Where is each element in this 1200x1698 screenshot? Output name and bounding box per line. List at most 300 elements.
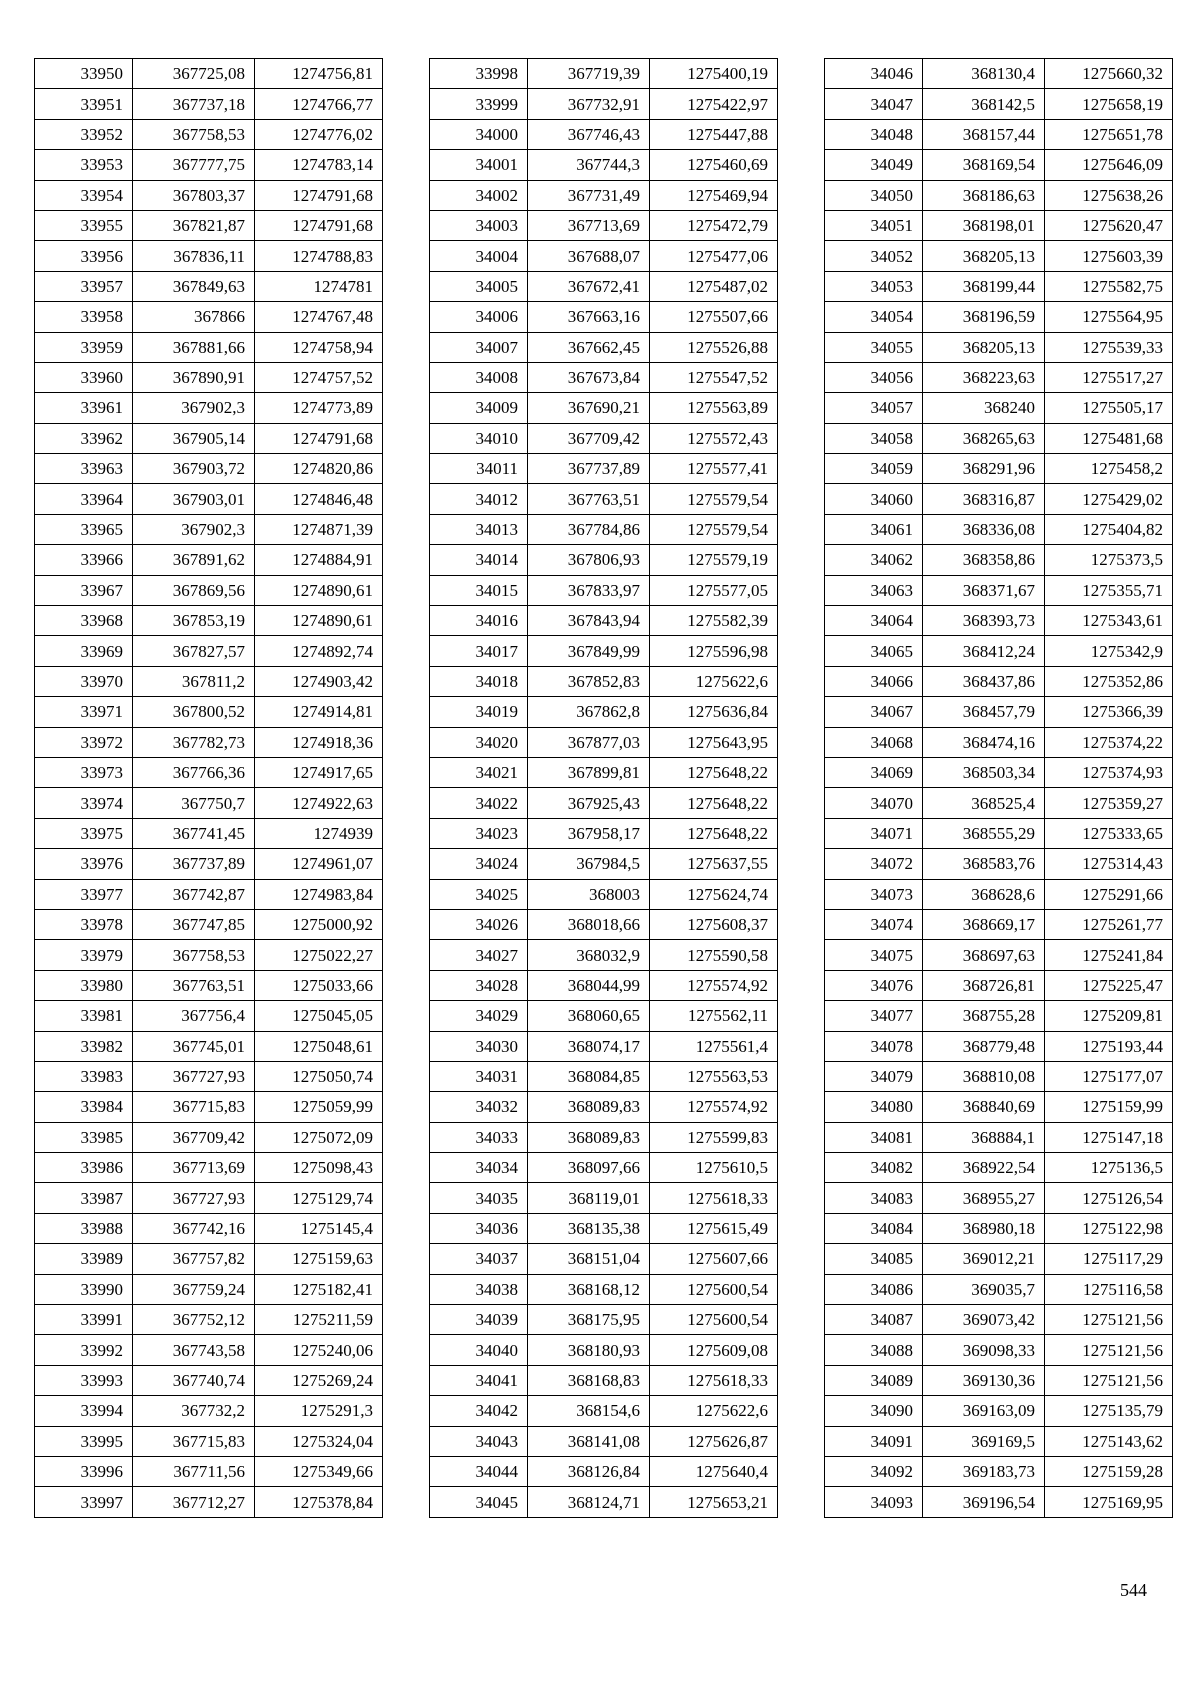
y-coordinate-cell: 1274917,65 [255, 757, 383, 787]
point-id-cell: 34024 [430, 849, 528, 879]
table-row [430, 1335, 778, 1365]
y-coordinate-cell: 1275648,22 [650, 788, 778, 818]
point-id-cell: 34012 [430, 484, 528, 514]
x-coordinate-cell: 368175,95 [528, 1305, 650, 1335]
x-coordinate-cell: 368141,08 [528, 1426, 650, 1456]
table-row [825, 970, 1173, 1000]
point-id-cell: 33975 [35, 818, 133, 848]
point-id-cell: 34051 [825, 210, 923, 240]
y-coordinate-cell: 1275599,83 [650, 1122, 778, 1152]
x-coordinate-cell: 367903,01 [133, 484, 255, 514]
table-row [825, 818, 1173, 848]
point-id-cell: 34050 [825, 180, 923, 210]
point-id-cell: 34080 [825, 1092, 923, 1122]
table-row [825, 757, 1173, 787]
point-id-cell: 34040 [430, 1335, 528, 1365]
x-coordinate-cell: 367737,18 [133, 89, 255, 119]
x-coordinate-cell: 367862,8 [528, 697, 650, 727]
table-row [825, 575, 1173, 605]
point-id-cell: 33979 [35, 940, 133, 970]
table-row [825, 1396, 1173, 1426]
y-coordinate-cell: 1275400,19 [650, 59, 778, 89]
x-coordinate-cell: 367891,62 [133, 545, 255, 575]
point-id-cell: 34066 [825, 666, 923, 696]
point-id-cell: 34063 [825, 575, 923, 605]
x-coordinate-cell: 367743,58 [133, 1335, 255, 1365]
y-coordinate-cell: 1275145,4 [255, 1213, 383, 1243]
x-coordinate-cell: 368922,54 [923, 1153, 1045, 1183]
point-id-cell: 33972 [35, 727, 133, 757]
y-coordinate-cell: 1275582,75 [1045, 271, 1173, 301]
point-id-cell: 33985 [35, 1122, 133, 1152]
point-id-cell: 34037 [430, 1244, 528, 1274]
point-id-cell: 33974 [35, 788, 133, 818]
x-coordinate-cell: 367853,19 [133, 606, 255, 636]
coordinate-table-1 [34, 58, 383, 1518]
point-id-cell: 33989 [35, 1244, 133, 1274]
x-coordinate-cell: 368457,79 [923, 697, 1045, 727]
table-row [825, 180, 1173, 210]
table-row [825, 606, 1173, 636]
y-coordinate-cell: 1274890,61 [255, 575, 383, 605]
x-coordinate-cell: 367742,16 [133, 1213, 255, 1243]
point-id-cell: 33967 [35, 575, 133, 605]
point-id-cell: 33990 [35, 1274, 133, 1304]
table-row [825, 362, 1173, 392]
x-coordinate-cell: 367849,63 [133, 271, 255, 301]
x-coordinate-cell: 367905,14 [133, 423, 255, 453]
point-id-cell: 33981 [35, 1001, 133, 1031]
table-row [35, 1122, 383, 1152]
table-row [35, 1335, 383, 1365]
point-id-cell: 34078 [825, 1031, 923, 1061]
point-id-cell: 34062 [825, 545, 923, 575]
point-id-cell: 34076 [825, 970, 923, 1000]
y-coordinate-cell: 1274788,83 [255, 241, 383, 271]
table-row [430, 59, 778, 89]
table-row [430, 514, 778, 544]
y-coordinate-cell: 1275225,47 [1045, 970, 1173, 1000]
table-row [430, 545, 778, 575]
x-coordinate-cell: 367890,91 [133, 362, 255, 392]
y-coordinate-cell: 1275269,24 [255, 1365, 383, 1395]
table-row [430, 180, 778, 210]
y-coordinate-cell: 1274776,02 [255, 119, 383, 149]
point-id-cell: 33984 [35, 1092, 133, 1122]
table-row [825, 1487, 1173, 1517]
point-id-cell: 34010 [430, 423, 528, 453]
table-row [825, 545, 1173, 575]
point-id-cell: 34061 [825, 514, 923, 544]
x-coordinate-cell: 368291,96 [923, 454, 1045, 484]
x-coordinate-cell: 367899,81 [528, 757, 650, 787]
point-id-cell: 34007 [430, 332, 528, 362]
x-coordinate-cell: 368168,83 [528, 1365, 650, 1395]
point-id-cell: 34089 [825, 1365, 923, 1395]
y-coordinate-cell: 1275136,5 [1045, 1153, 1173, 1183]
x-coordinate-cell: 368089,83 [528, 1122, 650, 1152]
x-coordinate-cell: 368032,9 [528, 940, 650, 970]
y-coordinate-cell: 1275563,53 [650, 1061, 778, 1091]
y-coordinate-cell: 1275050,74 [255, 1061, 383, 1091]
y-coordinate-cell: 1274961,07 [255, 849, 383, 879]
table-row [430, 788, 778, 818]
x-coordinate-cell: 367758,53 [133, 940, 255, 970]
y-coordinate-cell: 1275572,43 [650, 423, 778, 453]
y-coordinate-cell: 1275159,28 [1045, 1456, 1173, 1486]
x-coordinate-cell: 367877,03 [528, 727, 650, 757]
point-id-cell: 33956 [35, 241, 133, 271]
table-row [430, 423, 778, 453]
table-row [825, 514, 1173, 544]
point-id-cell: 33978 [35, 909, 133, 939]
y-coordinate-cell: 1275481,68 [1045, 423, 1173, 453]
y-coordinate-cell: 1275343,61 [1045, 606, 1173, 636]
x-coordinate-cell: 367902,3 [133, 393, 255, 423]
x-coordinate-cell: 367709,42 [528, 423, 650, 453]
x-coordinate-cell: 367925,43 [528, 788, 650, 818]
y-coordinate-cell: 1275169,95 [1045, 1487, 1173, 1517]
table-row [430, 849, 778, 879]
y-coordinate-cell: 1275045,05 [255, 1001, 383, 1031]
table-row [35, 150, 383, 180]
point-id-cell: 34041 [430, 1365, 528, 1395]
x-coordinate-cell: 368180,93 [528, 1335, 650, 1365]
x-coordinate-cell: 368084,85 [528, 1061, 650, 1091]
y-coordinate-cell: 1275098,43 [255, 1153, 383, 1183]
x-coordinate-cell: 367756,4 [133, 1001, 255, 1031]
x-coordinate-cell: 368358,86 [923, 545, 1045, 575]
table-row [825, 59, 1173, 89]
y-coordinate-cell: 1274846,48 [255, 484, 383, 514]
point-id-cell: 33962 [35, 423, 133, 453]
point-id-cell: 33999 [430, 89, 528, 119]
y-coordinate-cell: 1274922,63 [255, 788, 383, 818]
x-coordinate-cell: 368437,86 [923, 666, 1045, 696]
x-coordinate-cell: 369098,33 [923, 1335, 1045, 1365]
point-id-cell: 34035 [430, 1183, 528, 1213]
table-row [825, 454, 1173, 484]
x-coordinate-cell: 368124,71 [528, 1487, 650, 1517]
point-id-cell: 34021 [430, 757, 528, 787]
table-row [35, 362, 383, 392]
point-id-cell: 34060 [825, 484, 923, 514]
y-coordinate-cell: 1275624,74 [650, 879, 778, 909]
point-id-cell: 34044 [430, 1456, 528, 1486]
table-row [825, 636, 1173, 666]
y-coordinate-cell: 1274890,61 [255, 606, 383, 636]
table-row [825, 119, 1173, 149]
point-id-cell: 34071 [825, 818, 923, 848]
x-coordinate-cell: 368119,01 [528, 1183, 650, 1213]
y-coordinate-cell: 1274757,52 [255, 362, 383, 392]
point-id-cell: 34084 [825, 1213, 923, 1243]
point-id-cell: 34030 [430, 1031, 528, 1061]
point-id-cell: 33960 [35, 362, 133, 392]
x-coordinate-cell: 368205,13 [923, 332, 1045, 362]
point-id-cell: 34083 [825, 1183, 923, 1213]
x-coordinate-cell: 368205,13 [923, 241, 1045, 271]
y-coordinate-cell: 1275636,84 [650, 697, 778, 727]
point-id-cell: 33965 [35, 514, 133, 544]
y-coordinate-cell: 1275241,84 [1045, 940, 1173, 970]
x-coordinate-cell: 367744,3 [528, 150, 650, 180]
x-coordinate-cell: 368503,34 [923, 757, 1045, 787]
table-row [430, 1456, 778, 1486]
table-row [35, 909, 383, 939]
table-row [35, 879, 383, 909]
point-id-cell: 34018 [430, 666, 528, 696]
table-row [430, 697, 778, 727]
y-coordinate-cell: 1275648,22 [650, 818, 778, 848]
y-coordinate-cell: 1274884,91 [255, 545, 383, 575]
point-id-cell: 34023 [430, 818, 528, 848]
coordinate-table-2 [429, 58, 778, 1518]
point-id-cell: 33983 [35, 1061, 133, 1091]
point-id-cell: 33951 [35, 89, 133, 119]
point-id-cell: 33966 [35, 545, 133, 575]
y-coordinate-cell: 1275209,81 [1045, 1001, 1173, 1031]
table-row [35, 1305, 383, 1335]
x-coordinate-cell: 367740,74 [133, 1365, 255, 1395]
point-id-cell: 34091 [825, 1426, 923, 1456]
point-id-cell: 33987 [35, 1183, 133, 1213]
table-row [430, 909, 778, 939]
table-row [825, 1305, 1173, 1335]
table-row [35, 970, 383, 1000]
y-coordinate-cell: 1275000,92 [255, 909, 383, 939]
point-id-cell: 33953 [35, 150, 133, 180]
point-id-cell: 34072 [825, 849, 923, 879]
point-id-cell: 34090 [825, 1396, 923, 1426]
y-coordinate-cell: 1275193,44 [1045, 1031, 1173, 1061]
table-row [825, 940, 1173, 970]
x-coordinate-cell: 367811,2 [133, 666, 255, 696]
x-coordinate-cell: 367843,94 [528, 606, 650, 636]
point-id-cell: 33955 [35, 210, 133, 240]
table-row [35, 514, 383, 544]
x-coordinate-cell: 368755,28 [923, 1001, 1045, 1031]
table-row [430, 241, 778, 271]
y-coordinate-cell: 1275366,39 [1045, 697, 1173, 727]
table-row [35, 940, 383, 970]
table-row [35, 1092, 383, 1122]
point-id-cell: 34049 [825, 150, 923, 180]
y-coordinate-cell: 1275240,06 [255, 1335, 383, 1365]
table-row [430, 879, 778, 909]
x-coordinate-cell: 367758,53 [133, 119, 255, 149]
table-row [35, 332, 383, 362]
x-coordinate-cell: 367746,43 [528, 119, 650, 149]
y-coordinate-cell: 1275135,79 [1045, 1396, 1173, 1426]
x-coordinate-cell: 368003 [528, 879, 650, 909]
y-coordinate-cell: 1275472,79 [650, 210, 778, 240]
y-coordinate-cell: 1275342,9 [1045, 636, 1173, 666]
point-id-cell: 34006 [430, 302, 528, 332]
y-coordinate-cell: 1275539,33 [1045, 332, 1173, 362]
x-coordinate-cell: 367690,21 [528, 393, 650, 423]
y-coordinate-cell: 1275637,55 [650, 849, 778, 879]
point-id-cell: 34043 [430, 1426, 528, 1456]
point-id-cell: 33997 [35, 1487, 133, 1517]
x-coordinate-cell: 367821,87 [133, 210, 255, 240]
table-row [430, 1365, 778, 1395]
table-row [35, 697, 383, 727]
x-coordinate-cell: 367806,93 [528, 545, 650, 575]
table-row [825, 484, 1173, 514]
table-row [430, 666, 778, 696]
x-coordinate-cell: 367737,89 [133, 849, 255, 879]
y-coordinate-cell: 1274766,77 [255, 89, 383, 119]
table-row [35, 210, 383, 240]
y-coordinate-cell: 1275374,93 [1045, 757, 1173, 787]
y-coordinate-cell: 1275607,66 [650, 1244, 778, 1274]
table-row [825, 727, 1173, 757]
table-row [35, 180, 383, 210]
table-row [430, 606, 778, 636]
table-row [430, 332, 778, 362]
table-row [430, 1001, 778, 1031]
x-coordinate-cell: 368779,48 [923, 1031, 1045, 1061]
x-coordinate-cell: 367747,85 [133, 909, 255, 939]
x-coordinate-cell: 367727,93 [133, 1061, 255, 1091]
point-id-cell: 34022 [430, 788, 528, 818]
x-coordinate-cell: 368196,59 [923, 302, 1045, 332]
table-row [430, 1274, 778, 1304]
point-id-cell: 34077 [825, 1001, 923, 1031]
y-coordinate-cell: 1275610,5 [650, 1153, 778, 1183]
x-coordinate-cell: 368240 [923, 393, 1045, 423]
point-id-cell: 34009 [430, 393, 528, 423]
y-coordinate-cell: 1275564,95 [1045, 302, 1173, 332]
x-coordinate-cell: 367663,16 [528, 302, 650, 332]
y-coordinate-cell: 1275159,63 [255, 1244, 383, 1274]
y-coordinate-cell: 1274918,36 [255, 727, 383, 757]
y-coordinate-cell: 1274983,84 [255, 879, 383, 909]
table-row [35, 666, 383, 696]
table-row [825, 1031, 1173, 1061]
y-coordinate-cell: 1275643,95 [650, 727, 778, 757]
table-row [35, 1031, 383, 1061]
x-coordinate-cell: 368697,63 [923, 940, 1045, 970]
y-coordinate-cell: 1275600,54 [650, 1274, 778, 1304]
x-coordinate-cell: 369012,21 [923, 1244, 1045, 1274]
x-coordinate-cell: 368412,24 [923, 636, 1045, 666]
table-row [825, 423, 1173, 453]
table-row [430, 575, 778, 605]
point-id-cell: 33980 [35, 970, 133, 1000]
y-coordinate-cell: 1275615,49 [650, 1213, 778, 1243]
y-coordinate-cell: 1275507,66 [650, 302, 778, 332]
table-row [825, 241, 1173, 271]
table-row [825, 879, 1173, 909]
point-id-cell: 34048 [825, 119, 923, 149]
x-coordinate-cell: 368074,17 [528, 1031, 650, 1061]
x-coordinate-cell: 367662,45 [528, 332, 650, 362]
point-id-cell: 33971 [35, 697, 133, 727]
table-row [825, 666, 1173, 696]
point-id-cell: 34086 [825, 1274, 923, 1304]
y-coordinate-cell: 1275211,59 [255, 1305, 383, 1335]
point-id-cell: 34046 [825, 59, 923, 89]
table-row [35, 484, 383, 514]
point-id-cell: 34047 [825, 89, 923, 119]
table-row [35, 1061, 383, 1091]
y-coordinate-cell: 1275579,54 [650, 514, 778, 544]
x-coordinate-cell: 367800,52 [133, 697, 255, 727]
table-row [35, 1365, 383, 1395]
x-coordinate-cell: 367777,75 [133, 150, 255, 180]
y-coordinate-cell: 1275359,27 [1045, 788, 1173, 818]
y-coordinate-cell: 1274756,81 [255, 59, 383, 89]
table-row [430, 757, 778, 787]
point-id-cell: 33954 [35, 180, 133, 210]
y-coordinate-cell: 1275458,2 [1045, 454, 1173, 484]
coordinate-table-3 [824, 58, 1173, 1518]
point-id-cell: 33996 [35, 1456, 133, 1486]
x-coordinate-cell: 369183,73 [923, 1456, 1045, 1486]
point-id-cell: 34070 [825, 788, 923, 818]
y-coordinate-cell: 1275579,54 [650, 484, 778, 514]
y-coordinate-cell: 1275651,78 [1045, 119, 1173, 149]
x-coordinate-cell: 367881,66 [133, 332, 255, 362]
y-coordinate-cell: 1274939 [255, 818, 383, 848]
point-id-cell: 34052 [825, 241, 923, 271]
y-coordinate-cell: 1275574,92 [650, 970, 778, 1000]
table-row [825, 1244, 1173, 1274]
x-coordinate-cell: 367763,51 [528, 484, 650, 514]
table-row [430, 818, 778, 848]
x-coordinate-cell: 368097,66 [528, 1153, 650, 1183]
point-id-cell: 33982 [35, 1031, 133, 1061]
point-id-cell: 34025 [430, 879, 528, 909]
x-coordinate-cell: 367902,3 [133, 514, 255, 544]
table-row [825, 849, 1173, 879]
x-coordinate-cell: 368265,63 [923, 423, 1045, 453]
table-row [35, 1396, 383, 1426]
y-coordinate-cell: 1275126,54 [1045, 1183, 1173, 1213]
x-coordinate-cell: 367741,45 [133, 818, 255, 848]
table-row [430, 1153, 778, 1183]
y-coordinate-cell: 1274903,42 [255, 666, 383, 696]
x-coordinate-cell: 367833,97 [528, 575, 650, 605]
table-row [35, 575, 383, 605]
table-row [825, 1335, 1173, 1365]
point-id-cell: 34000 [430, 119, 528, 149]
x-coordinate-cell: 367958,17 [528, 818, 650, 848]
y-coordinate-cell: 1274781 [255, 271, 383, 301]
x-coordinate-cell: 368583,76 [923, 849, 1045, 879]
y-coordinate-cell: 1275059,99 [255, 1092, 383, 1122]
y-coordinate-cell: 1275116,58 [1045, 1274, 1173, 1304]
table-row [430, 302, 778, 332]
y-coordinate-cell: 1275653,21 [650, 1487, 778, 1517]
point-id-cell: 34020 [430, 727, 528, 757]
y-coordinate-cell: 1275505,17 [1045, 393, 1173, 423]
table-row [430, 150, 778, 180]
y-coordinate-cell: 1275033,66 [255, 970, 383, 1000]
table-row [825, 1456, 1173, 1486]
table-row [35, 1487, 383, 1517]
point-id-cell: 34033 [430, 1122, 528, 1152]
y-coordinate-cell: 1274791,68 [255, 423, 383, 453]
table-row [825, 271, 1173, 301]
table-row [35, 454, 383, 484]
y-coordinate-cell: 1275618,33 [650, 1183, 778, 1213]
point-id-cell: 34053 [825, 271, 923, 301]
x-coordinate-cell: 368157,44 [923, 119, 1045, 149]
y-coordinate-cell: 1274820,86 [255, 454, 383, 484]
